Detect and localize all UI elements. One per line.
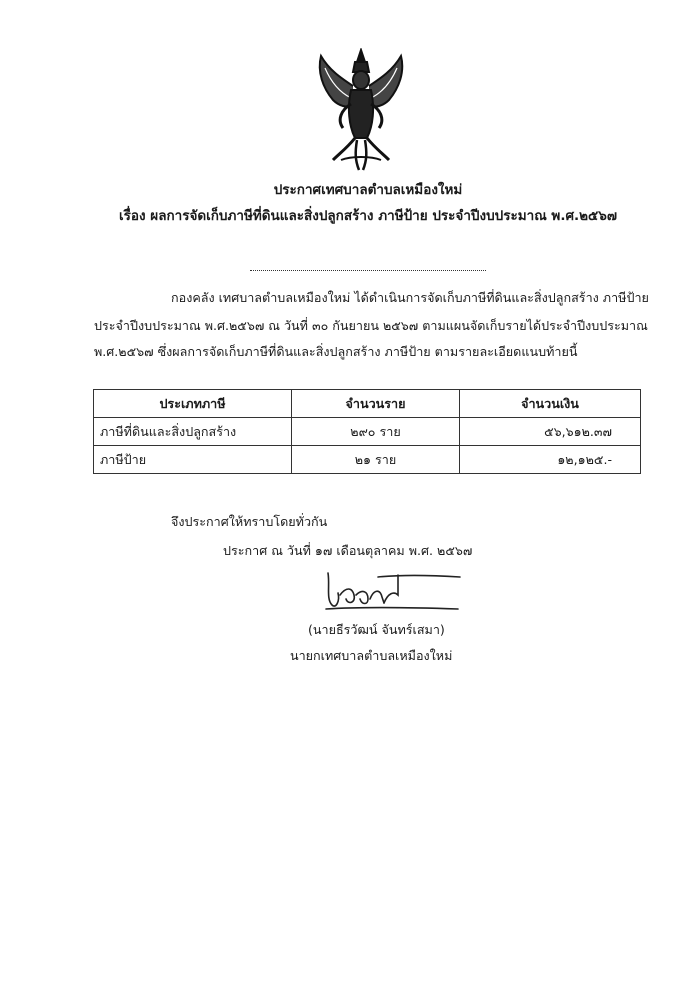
signatory-position: นายกเทศบาลตำบลเหมืองใหม่	[290, 648, 453, 663]
signatory-name: (นายธีรวัฒน์ จันทร์เสมา)	[308, 622, 445, 637]
tax-summary-table	[93, 389, 641, 474]
table-row	[94, 418, 641, 446]
announcement-title: ประกาศเทศบาลตำบลเหมืองใหม่	[273, 182, 463, 198]
table-header-row	[94, 390, 641, 418]
header-count: จำนวนราย	[292, 390, 460, 418]
table-row	[94, 446, 641, 474]
row-tax-type: ภาษีป้าย	[94, 446, 292, 474]
body-line-1: กองคลัง เทศบาลตำบลเหมืองใหม่ ได้ดำเนินการจัดเก็บภาษีที่ดินและสิ่งปลูกสร้าง ภาษีป้าย	[171, 290, 649, 305]
row-amount: ๑๒,๑๒๕.-	[460, 446, 641, 474]
garuda-emblem-icon	[311, 48, 411, 173]
body-line-2: ประจำปีงบประมาณ พ.ศ.๒๕๖๗ ณ วันที่ ๓๐ กันยายน ๒๕๖๗ ตามแผนจัดเก็บรายได้ประจำปีงบประมาณ	[94, 318, 648, 333]
row-count: ๒๑ ราย	[292, 446, 460, 474]
row-tax-type: ภาษีที่ดินและสิ่งปลูกสร้าง	[94, 418, 292, 446]
dotted-separator	[250, 270, 486, 271]
announcement-subject: เรื่อง ผลการจัดเก็บภาษีที่ดินและสิ่งปลูกสร้าง ภาษีป้าย ประจำปีงบประมาณ พ.ศ.๒๕๖๗	[119, 208, 617, 224]
header-amount: จำนวนเงิน	[460, 390, 641, 418]
closing-announce: จึงประกาศให้ทราบโดยทั่วกัน	[171, 514, 328, 529]
row-amount: ๕๖,๖๑๒.๓๗	[460, 418, 641, 446]
header-tax-type: ประเภทภาษี	[94, 390, 292, 418]
row-count: ๒๙๐ ราย	[292, 418, 460, 446]
handwritten-signature	[318, 565, 468, 615]
announcement-date: ประกาศ ณ วันที่ ๑๗ เดือนตุลาคม พ.ศ. ๒๕๖๗	[223, 543, 473, 558]
body-line-3: พ.ศ.๒๕๖๗ ซึ่งผลการจัดเก็บภาษีที่ดินและสิ่งปลูกสร้าง ภาษีป้าย ตามรายละเอียดแนบท้ายนี้	[94, 344, 578, 359]
